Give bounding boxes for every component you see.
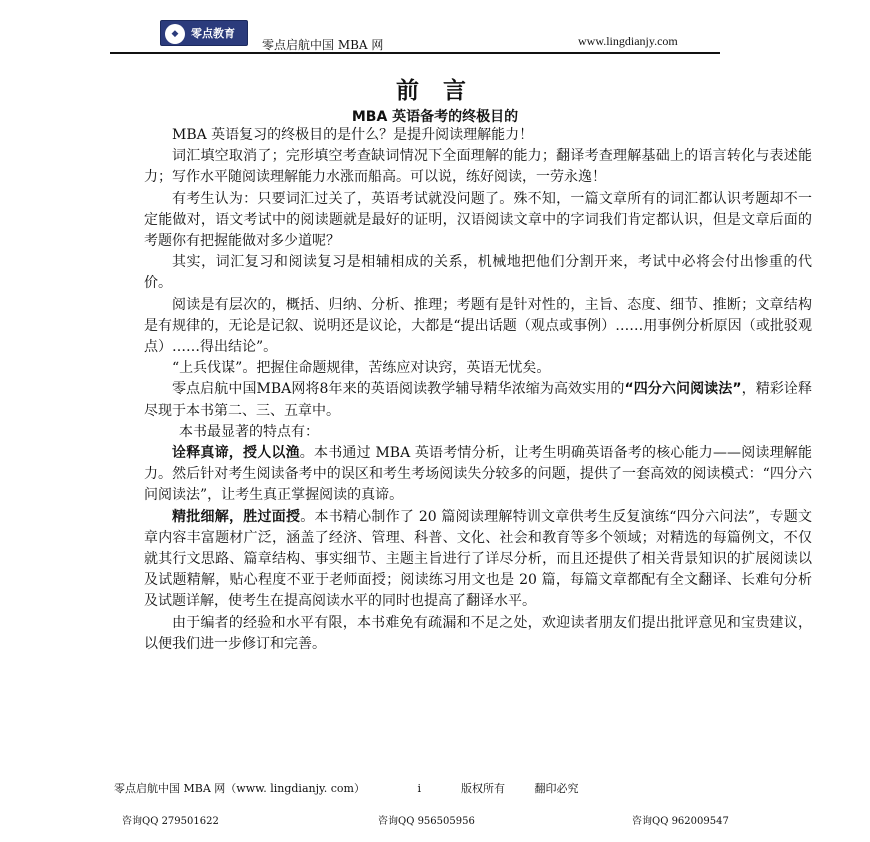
contact-row <box>0 812 870 832</box>
closing-paragraph: 由于编者的经验和水平有限，本书难免有疏漏和不足之处，欢迎读者朋友们提出批评意见和宝贵建议，以便我们进一步修订和完善。 <box>144 614 812 652</box>
feature-text: 。本书通过 MBA 英语考情分析，让考生明确英语备考的核心能力——阅读理解能力。然后针对考生阅读备考中的误区和考生考场阅读失分较多的问题，提供了一套高效的阅读模式：“四分六问阅读法”，让考生真正掌握阅读的真谛。 <box>144 445 812 504</box>
paragraph-text: 零点启航中国MBA网将8年来的英语阅读教学辅导精华浓缩为高效实用的 <box>172 381 625 398</box>
header-site-name: 零点启航中国 MBA 网 <box>262 38 384 52</box>
paragraph: 阅读是有层次的，概括、归纳、分析、推理；考题有是针对性的，主旨、态度、细节、推断；文章结构是有规律的，无论是记叙、说明还是议论，大都是“提出话题（观点或事例）……用事例分析原因（或批驳观点）……得出结论”。 <box>144 296 812 356</box>
logo-text: 零点教育 <box>191 27 235 40</box>
contact-qq: 咨询QQ 962009547 <box>632 816 729 827</box>
contact-qq: 咨询QQ 956505956 <box>378 816 475 827</box>
logo-emblem-icon: ◆ <box>165 24 185 44</box>
footer-no-copy: 翻印必究 <box>534 782 579 795</box>
feature-heading: 精批细解，胜过面授 <box>172 508 301 525</box>
feature-heading: 诠释真谛，授人以渔 <box>172 445 300 462</box>
paragraph: “上兵伐谋”。把握住命题规律，苦练应对诀窍，英语无忧矣。 <box>172 360 551 377</box>
feature-item <box>144 443 812 507</box>
page-title: 前 言 <box>395 78 474 104</box>
feature-text: 。本书精心制作了 20 篇阅读理解特训文章供考生反复演练“四分六问法”，专题文章内容丰富题材广泛，涵盖了经济、管理、科普、文化、社会和教育等多个领域；对精选的每篇例文，不仅就其行文思路、篇章结构、事实细节、主题主旨进行了详尽分析，而且还提供了相关背景知识的扩展阅读以及试题精解，贴心程度不亚于老师面授；阅读练习用文也是 20 篇，每篇文章都配有全文翻译、长难句分析及试题详解，使考生在提高阅读水平的同时也提高了翻译水平。 <box>144 508 813 610</box>
page-subtitle: MBA 英语备考的终极目的 <box>351 109 519 125</box>
brand-logo <box>160 20 248 46</box>
paragraph: 有考生认为：只要词汇过关了，英语考试就没问题了。殊不知，一篇文章所有的词汇都认识考题却不一定能做对，语文考试中的阅读题就是最好的证明，汉语阅读文章中的字词我们肯定都认识，但是文章后面的考题你有把握能做对多少道呢？ <box>144 190 812 250</box>
page-number: i <box>417 782 422 795</box>
paragraph: 其实，词汇复习和阅读复习是相辅相成的关系，机械地把他们分割开来，考试中必将会付出惨重的代价。 <box>144 254 812 292</box>
page-footer <box>114 780 814 796</box>
method-name: “四分六问阅读法” <box>624 381 742 398</box>
features-intro: 本书最显著的特点有： <box>179 423 319 440</box>
header-url: www.lingdianjy.com <box>578 34 678 48</box>
page-header <box>0 0 870 60</box>
contact-qq: 咨询QQ 279501622 <box>122 816 219 827</box>
footer-site: 零点启航中国 MBA 网（www. lingdianjy. com） <box>114 782 365 795</box>
footer-copyright: 版权所有 <box>461 782 505 795</box>
preface-body <box>144 125 812 655</box>
paragraph <box>144 379 812 421</box>
paragraph: 词汇填空取消了；完形填空考查缺词情况下全面理解的能力；翻译考查理解基础上的语言转化与表述能力；写作水平随阅读理解能力水涨而船高。可以说，练好阅读，一劳永逸！ <box>144 148 812 186</box>
header-divider <box>110 52 720 54</box>
paragraph-text: ，精彩诠释尽现于本书第二、三、五章中。 <box>144 381 813 419</box>
paragraph: MBA 英语复习的终极目的是什么？是提升阅读理解能力！ <box>172 127 534 143</box>
feature-item <box>144 507 812 613</box>
